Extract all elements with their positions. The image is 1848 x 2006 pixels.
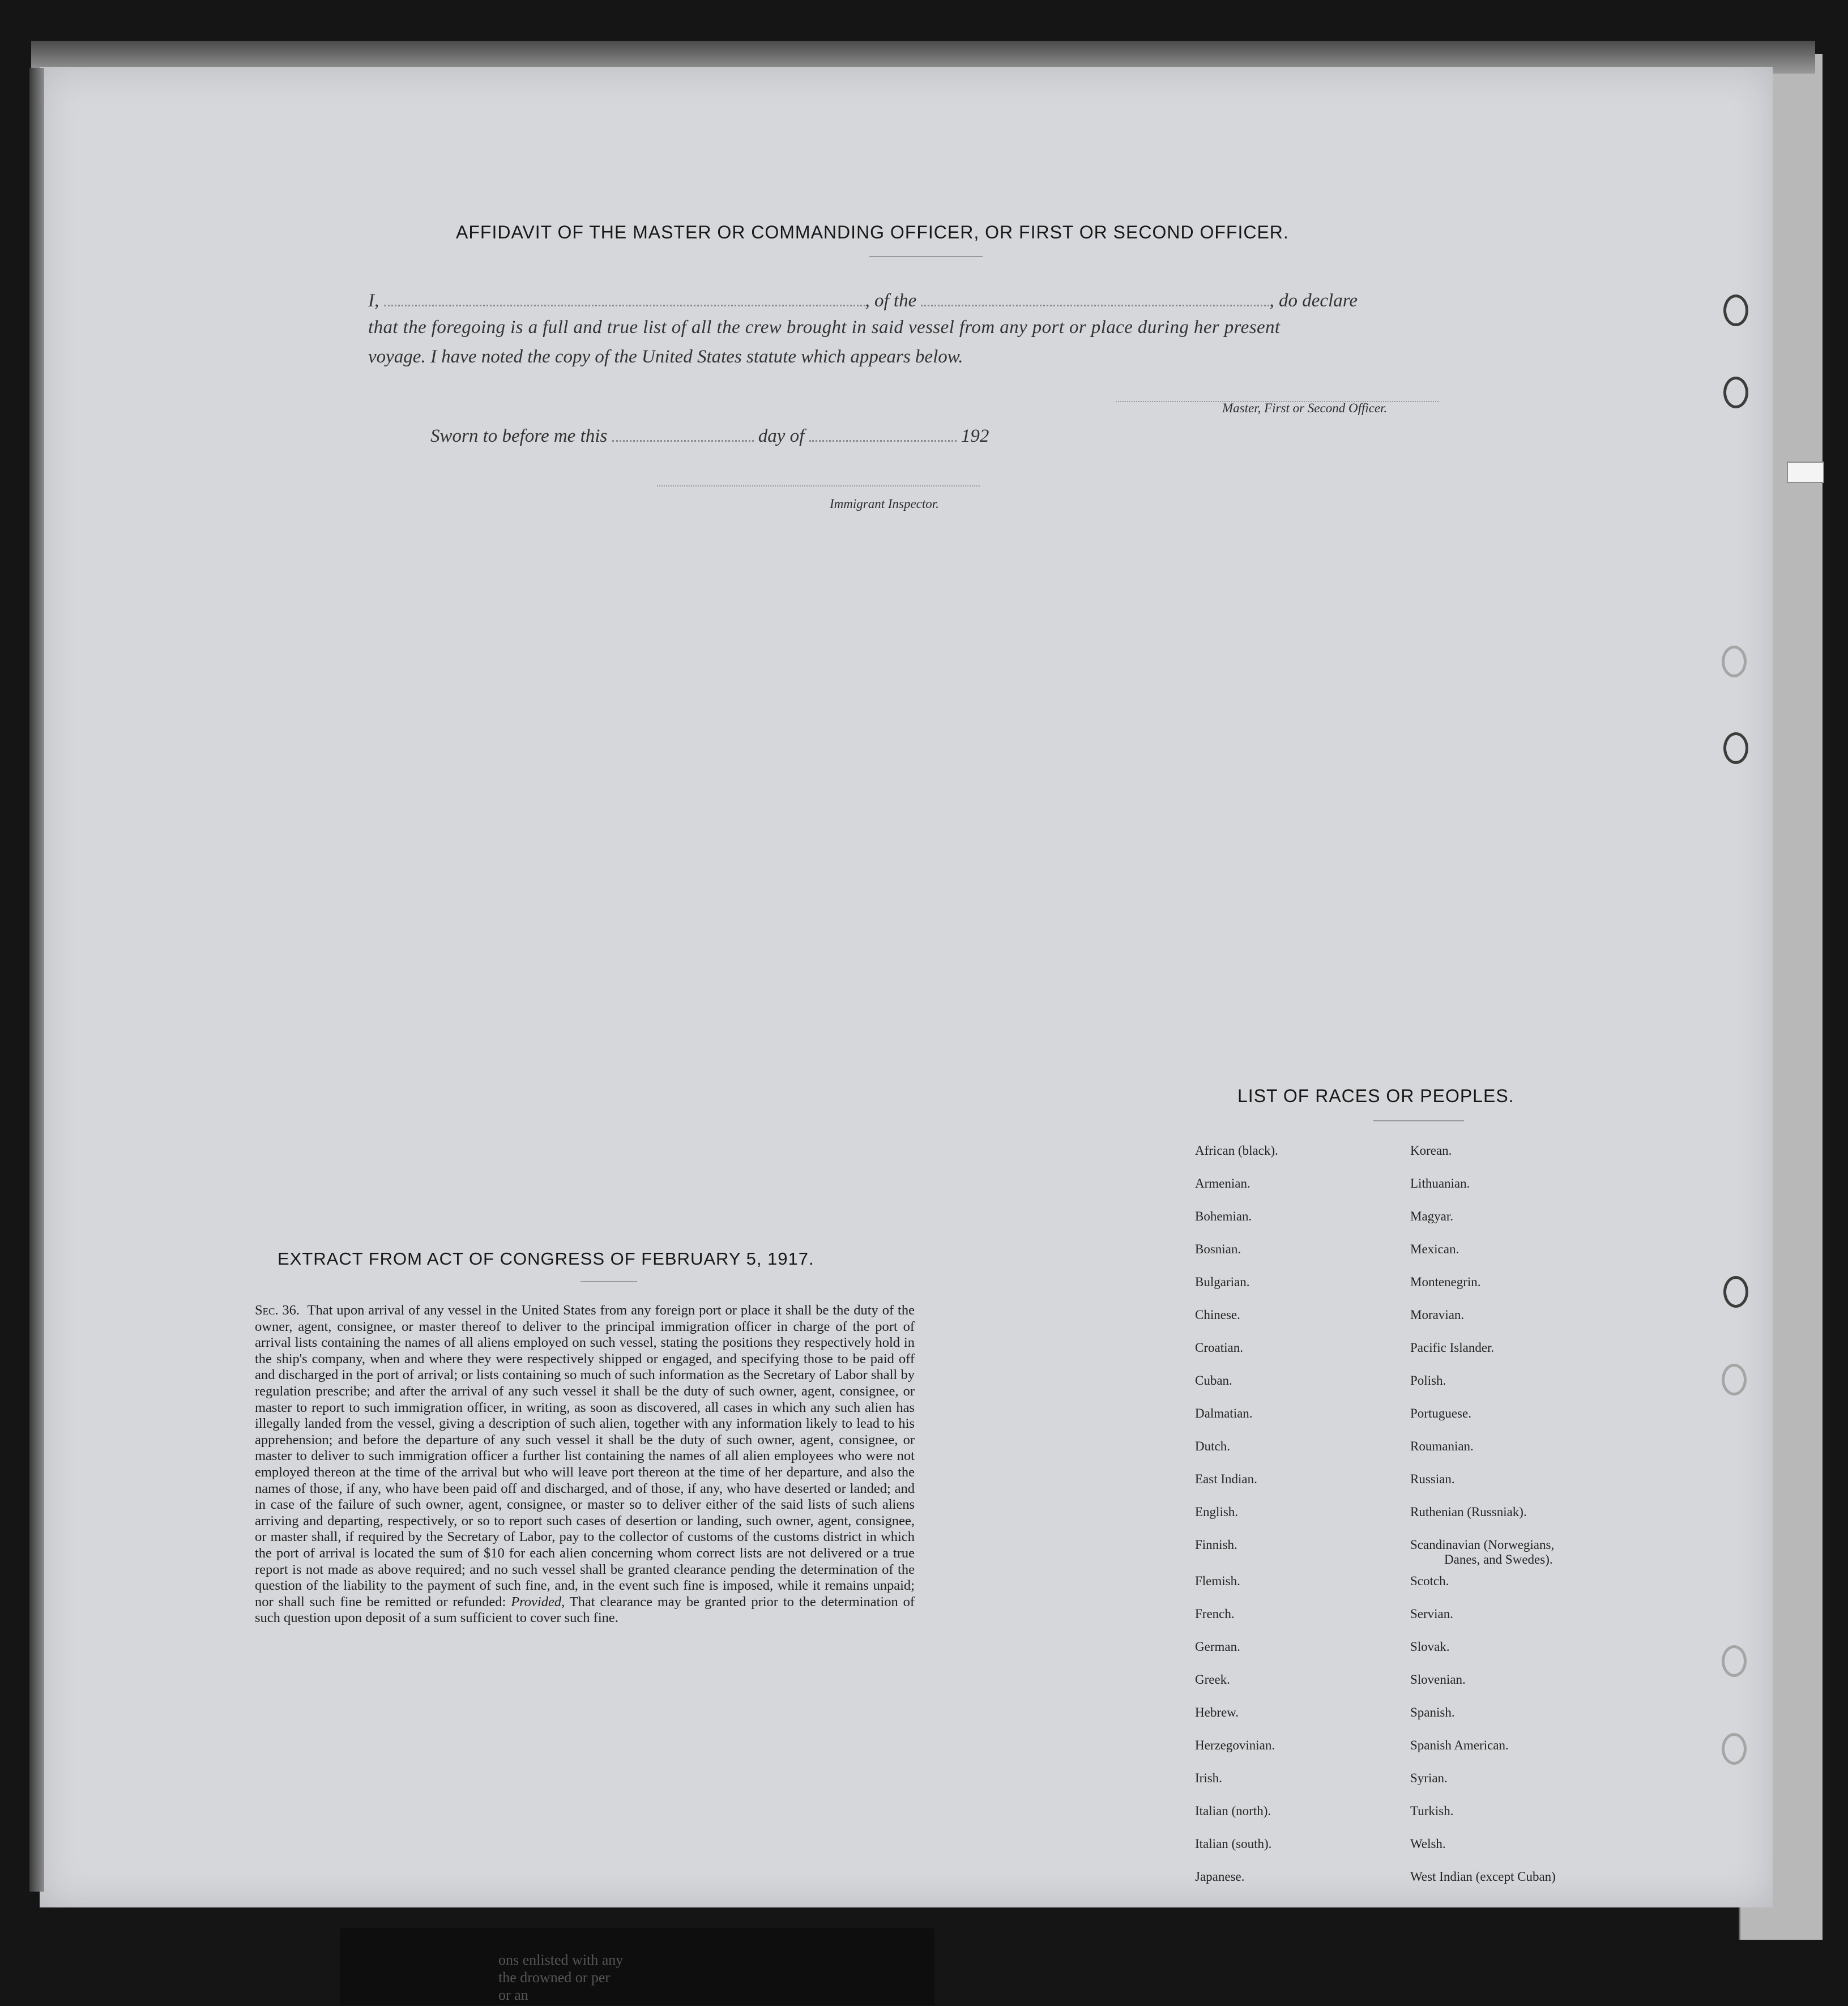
race-item: Mexican. — [1410, 1242, 1459, 1256]
race-item: French. — [1195, 1607, 1235, 1621]
binder-tab — [1787, 462, 1824, 483]
race-item: Ruthenian (Russniak). — [1410, 1505, 1527, 1519]
race-item: Spanish. — [1410, 1705, 1455, 1719]
affidavit-title-rule — [869, 256, 983, 257]
race-item: Pacific Islander. — [1410, 1341, 1495, 1355]
race-item: Magyar. — [1410, 1209, 1454, 1223]
race-item: Hebrew. — [1195, 1705, 1239, 1719]
signature-caption: Master, First or Second Officer. — [1222, 401, 1388, 415]
races-title: LIST OF RACES OR PEOPLES. — [1237, 1086, 1514, 1106]
extract-body: Sec. 36. That upon arrival of any vessel in the United States from any foreign port or place it shall be the duty of the owner, agent, consignee, or master thereof to deliver to the principal immigration officer in charge of the port of arrival lists containing the names of all aliens employed on such vessel, stating the positions they respectively hold in the ship's company, when and where they were respectively shipped or engaged, and specifying those to be paid off and discharged in the port of arrival; or lists containing so much of such information as the Secretary of Labor shall by regulation prescribe; and after the arrival of any such vessel it shall be the duty of such owner, agent, consignee, or master to report to such immigration officer, in writing, as soon as discovered, all cases in which any such alien has illegally landed from the vessel, giving a description of such alien, together with any information likely to lead to his apprehension; and before the departure of any such vessel it shall be the duty of such owner, agent, consignee, or master to deliver to such immigration officer a further list containing the names of all alien employees who were not employed thereon at the time of the arrival but who will leave port thereon at the time of her departure, and also the names of those, if any, who have been paid off and discharged, and of those, if any, who have deserted or landed; and in case of the failure of such owner, agent, consignee, or master so to deliver either of the said lists of such aliens arriving and departing, respectively, or so to report such cases of desertion or landing, such owner, agent, consignee, or master shall, if required by the Secretary of Labor, pay to the collector of customs of the customs district in which the port of arrival is located the sum of $10 for each alien concerning whom correct lists are not delivered or a true report is not made as above required; and no such vessel shall be granted clearance pending the determination of the question of the liability to the payment of such fine, and, in the event such fine is imposed, while it remains unpaid; nor shall such fine be remitted or refunded: Provided, That clearance may be granted prior to the determination of such question upon deposit of a sum sufficient to cover such fine. — [255, 1303, 915, 1626]
race-item: Croatian. — [1195, 1341, 1243, 1355]
race-item: Moravian. — [1410, 1308, 1465, 1322]
binder-hole — [1722, 1364, 1747, 1395]
race-item: Dutch. — [1195, 1439, 1230, 1453]
race-item: Chinese. — [1195, 1308, 1240, 1322]
race-item: West Indian (except Cuban) — [1410, 1870, 1556, 1884]
race-item: Bulgarian. — [1195, 1275, 1250, 1289]
affidavit-line-3: voyage. I have noted the copy of the United States statute which appears below. — [368, 347, 963, 367]
affidavit-line-2: that the foregoing is a full and true list of all the crew brought in said vessel from any port or place during her present — [368, 317, 1281, 338]
race-item: Flemish. — [1195, 1574, 1240, 1588]
name-blank — [384, 292, 865, 306]
sworn-line: Sworn to before me this day of 192 — [430, 426, 989, 446]
race-item: Welsh. — [1410, 1837, 1446, 1851]
extract-title-rule — [581, 1281, 637, 1282]
race-item: Scotch. — [1410, 1574, 1449, 1588]
affidavit-title: AFFIDAVIT OF THE MASTER OR COMMANDING OFFICER, OR FIRST OR SECOND OFFICER. — [456, 222, 1289, 242]
binder-hole — [1723, 377, 1748, 408]
race-item: Cuban. — [1195, 1373, 1232, 1388]
race-item: Montenegrin. — [1410, 1275, 1481, 1289]
race-item: Herzegovinian. — [1195, 1738, 1275, 1752]
vessel-blank — [921, 292, 1269, 306]
race-item: Bohemian. — [1195, 1209, 1252, 1223]
race-item: Scandinavian (Norwegians, — [1410, 1538, 1555, 1552]
race-item: Syrian. — [1410, 1771, 1448, 1785]
race-item: Lithuanian. — [1410, 1176, 1470, 1190]
extract-title: EXTRACT FROM ACT OF CONGRESS OF FEBRUARY 5, 1917. — [278, 1249, 814, 1269]
race-item: Dalmatian. — [1195, 1406, 1253, 1420]
race-item: Spanish American. — [1410, 1738, 1509, 1752]
binder-hole — [1723, 295, 1748, 326]
month-blank — [809, 428, 957, 442]
race-item: Italian (north). — [1195, 1804, 1271, 1818]
binder-hole — [1723, 732, 1748, 764]
race-item: German. — [1195, 1640, 1240, 1654]
race-item: Danes, and Swedes). — [1444, 1552, 1553, 1567]
day-blank — [612, 428, 754, 442]
race-item: Polish. — [1410, 1373, 1446, 1388]
race-item: Greek. — [1195, 1672, 1230, 1687]
race-item: Armenian. — [1195, 1176, 1251, 1190]
race-item: Servian. — [1410, 1607, 1454, 1621]
race-item: Slovak. — [1410, 1640, 1450, 1654]
race-item: Portuguese. — [1410, 1406, 1471, 1420]
race-item: English. — [1195, 1505, 1239, 1519]
race-item: Japanese. — [1195, 1870, 1245, 1884]
bleed-through-text: ons enlisted with any the drowned or per or an — [498, 1952, 624, 2004]
race-item: Russian. — [1410, 1472, 1455, 1486]
binder-hole — [1723, 1276, 1748, 1308]
race-item: Slovenian. — [1410, 1672, 1466, 1687]
race-item: Irish. — [1195, 1771, 1222, 1785]
race-item: Italian (south). — [1195, 1837, 1272, 1851]
inspector-line — [657, 485, 980, 486]
race-item: African (black). — [1195, 1143, 1278, 1158]
document-page — [40, 67, 1773, 1907]
binder-hole — [1722, 1733, 1747, 1765]
binder-hole — [1722, 1645, 1747, 1677]
races-title-rule — [1373, 1120, 1464, 1121]
race-item: Korean. — [1410, 1143, 1452, 1158]
race-item: East Indian. — [1195, 1472, 1257, 1486]
race-item: Turkish. — [1410, 1804, 1454, 1818]
inspector-caption: Immigrant Inspector. — [830, 497, 939, 511]
affidavit-line-1: I, , of the , do declare — [368, 291, 1358, 311]
race-item: Roumanian. — [1410, 1439, 1474, 1453]
left-page-edge — [29, 68, 44, 1892]
race-item: Bosnian. — [1195, 1242, 1241, 1256]
binder-hole — [1722, 646, 1747, 677]
race-item: Finnish. — [1195, 1538, 1237, 1552]
